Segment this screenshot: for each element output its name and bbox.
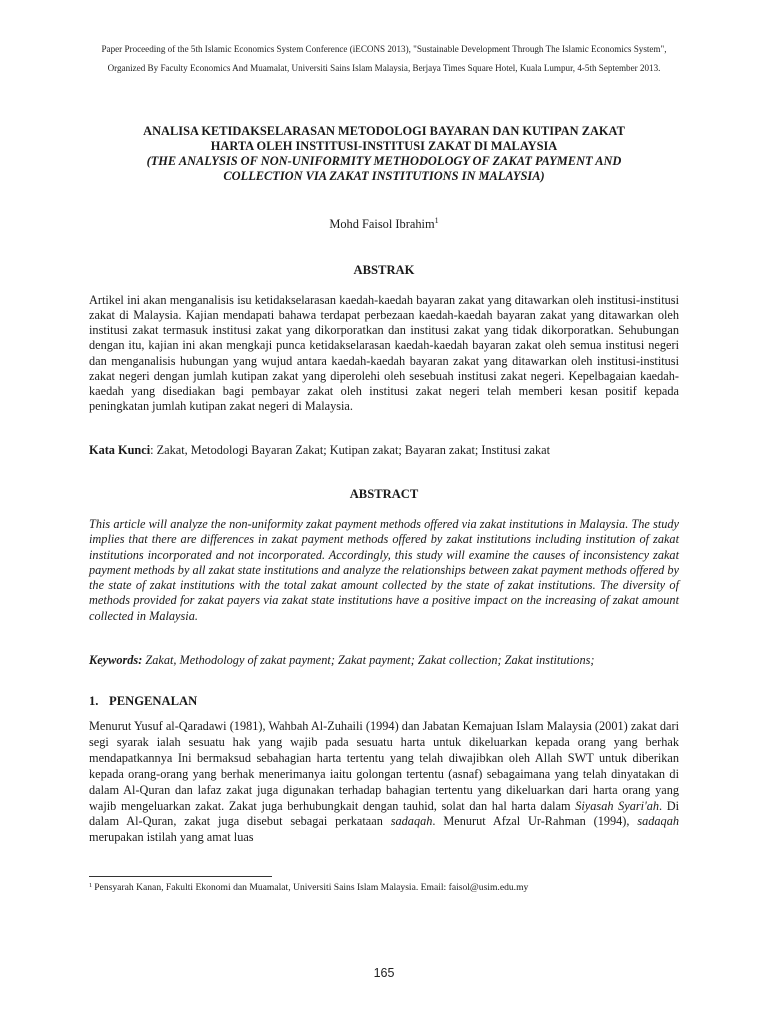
- keywords-label: Keywords:: [89, 653, 143, 667]
- title-malay-line-2: HARTA OLEH INSTITUSI-INSTITUSI ZAKAT DI MALAYSIA: [210, 139, 558, 153]
- author-footnote-mark: 1: [434, 216, 439, 225]
- section-1-heading: [89, 694, 197, 709]
- kata-kunci-values: : Zakat, Metodologi Bayaran Zakat; Kutipan zakat; Bayaran zakat; Institusi zakat: [150, 443, 551, 457]
- intro-italic-sadaqah: sadaqah: [390, 814, 433, 829]
- footnote-mark: 1: [89, 882, 93, 889]
- abstrak-heading: ABSTRAK: [353, 263, 415, 277]
- intro-italic-sadaqah-2: sadaqah: [637, 814, 679, 829]
- kata-kunci-line: [89, 443, 689, 458]
- abstract-heading: ABSTRACT: [349, 487, 419, 501]
- intro-text-a: Menurut Yusuf al-Qaradawi (1981), Wahbah Al-Zuhaili (1994) dan Jabatan Kemajuan Islam Malaysia (2001) zakat dari segi syarak ialah sesuatu hak yang wajib pada sesuatu harta untuk dikeluarkan kepada orang yang berhak mendapatkannya Ini bermaksud sebahagian harta tertentu yang telah diwajibkan oleh Allah SWT untuk diberikan kepada orang-orang yang berhak menerimanya iaitu golongan tertentu (asnaf) sebagaimana yang telah dinyatakan di dalam Al-Quran dan lafaz zakat juga digunakan terhadap bahagian tertentu yang dikeluarkan dari harta orang yang wajib mengeluarkan zakat. Zakat juga berhubungkait dengan tauhid, solat dan hal harta dalam: [89, 719, 679, 813]
- conference-header: [50, 40, 718, 78]
- paper-title: [80, 124, 688, 184]
- abstrak-text: Artikel ini akan menganalisis isu ketidakselarasan kaedah-kaedah bayaran zakat yang ditawarkan oleh institusi-institusi zakat di Malaysia. Kajian mendapati bahawa terdapat perbezaan kaedah-kaedah bayaran zakat yang ditawarkan oleh institusi zakat termasuk institusi zakat yang dikorporatkan dan institusi zakat yang tidak dikorporatkan. Sehubungan dengan itu, kajian ini akan mengkaji punca ketidakselarasan kaedah-kaedah bayaran zakat oleh semua institusi negeri dan menganalisis hubungan yang wujud antara kaedah-kaedah bayaran zakat yang ditawarkan oleh institusi-institusi zakat negeri dengan jumlah kutipan zakat yang diperolehi oleh sesebuah institusi zakat negeri. Kepelbagaian kaedah-kaedah yang disediakan bagi pembayar zakat oleh institusi zakat negeri telah memberi kesan positif kepada peningkatan jumlah kutipan zakat negeri di Malaysia.: [89, 293, 679, 414]
- abstract-text: This article will analyze the non-uniformity zakat payment methods offered via zakat institutions in Malaysia. The study implies that there are differences in zakat payment methods offered by zakat institutions including institution of zakat institutions incorporated and not incorporated. Accordingly, this study will examine the causes of inconsistency zakat payment methods by all zakat state institutions and analyze the relationships between zakat payment methods offered by the state of zakat institutions with the total zakat amount collected by the state of zakat institutions. The diversity of methods provided for zakat payers via zakat state institutions have a positive impact on the increasing of zakat amount collected in Malaysia.: [89, 517, 679, 623]
- intro-text-c: . Menurut Afzal Ur-Rahman (1994),: [432, 814, 638, 829]
- section-1-number: 1.: [89, 694, 99, 708]
- header-line-1: Paper Proceeding of the 5th Islamic Economics System Conference (iECONS 2013), "Sustainable Development Through The Islamic Economics System",: [101, 44, 667, 54]
- author-line: [0, 216, 768, 232]
- author-name: Mohd Faisol Ibrahim: [329, 217, 435, 231]
- section-1-title: PENGENALAN: [109, 694, 198, 708]
- section-1-text: [89, 719, 679, 846]
- header-line-2: Organized By Faculty Economics And Muamalat, Universiti Sains Islam Malaysia, Berjaya Times Square Hotel, Kuala Lumpur, 4-5th September 2013.: [107, 63, 661, 73]
- footnote-text: Pensyarah Kanan, Fakulti Ekonomi dan Muamalat, Universiti Sains Islam Malaysia. Email: faisol@usim.edu.my: [94, 882, 529, 893]
- intro-text-b: . Di dalam Al-Quran, zakat juga disebut sebagai perkataan: [89, 798, 679, 829]
- keywords-line: [89, 653, 689, 668]
- intro-text-d: merupakan istilah yang amat luas: [89, 830, 254, 845]
- kata-kunci-label: Kata Kunci: [89, 443, 151, 457]
- footnote: [89, 882, 528, 893]
- title-english-line-1: (THE ANALYSIS OF NON-UNIFORMITY METHODOLOGY OF ZAKAT PAYMENT AND: [146, 154, 622, 168]
- intro-italic-siyasah: Siyasah Syari'ah: [575, 798, 659, 813]
- title-malay-line-1: ANALISA KETIDAKSELARASAN METODOLOGI BAYARAN DAN KUTIPAN ZAKAT: [143, 124, 625, 138]
- page-number: 165: [373, 966, 395, 980]
- keywords-values: Zakat, Methodology of zakat payment; Zakat payment; Zakat collection; Zakat institutions;: [142, 653, 595, 667]
- footnote-divider: [89, 876, 272, 877]
- title-english-line-2: COLLECTION VIA ZAKAT INSTITUTIONS IN MALAYSIA): [223, 169, 545, 183]
